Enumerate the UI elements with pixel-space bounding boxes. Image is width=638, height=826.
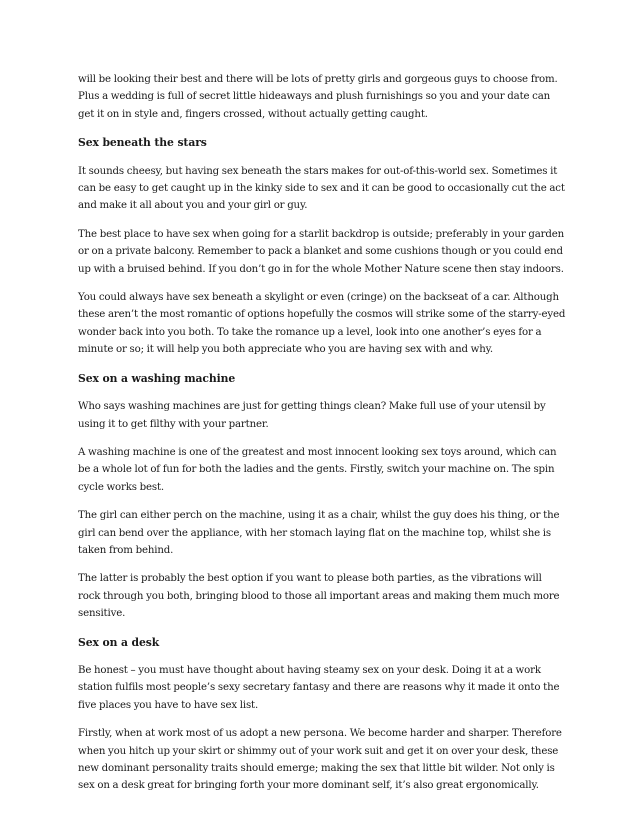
paragraph-desk-intro: Be honest – you must have thought about having steamy sex on your desk. Doing it at a work station fulfils most people’s sexy secretary fantasy and there are reasons why it made it onto the five places you have to have sex list.	[78, 664, 560, 711]
paragraph-desk-persona: Firstly, when at work most of us adopt a new persona. We become harder and sharper. Therefore when you hitch up your skirt or shimmy out of your work suit and get it on over your desk, these new dominant personality traits should emerge; making the sex that little bit wilder. Not only is sex on a desk great for bringing forth your more dominant self, it’s also great ergonomically.	[78, 728, 562, 792]
paragraph-washing-intro: Who says washing machines are just for getting things clean? Make full use of your utensil by using it to get filthy with your partner.	[78, 401, 546, 430]
paragraph-wedding-continued: will be looking their best and there will be lots of pretty girls and gorgeous guys to choose from. Plus a wedding is full of secret little hideaways and plush furnishings so you and your date can get it on in style and, fingers crossed, without actually getting caught.	[78, 74, 558, 120]
paragraph-washing-toy: A washing machine is one of the greatest and most innocent looking sex toys around, which can be a whole lot of fun for both the ladies and the gents. Firstly, switch your machine on. The spin cycle works best.	[78, 446, 557, 493]
heading-sex-beneath-the-stars: Sex beneath the stars	[78, 136, 207, 150]
heading-sex-on-a-washing-machine: Sex on a washing machine	[78, 371, 236, 385]
heading-sex-on-a-desk: Sex on a desk	[78, 635, 160, 649]
paragraph-washing-vibrations: The latter is probably the best option if you want to please both parties, as the vibrations will rock through you both, bringing blood to those all important areas and making them much more sensitive.	[78, 573, 560, 620]
paragraph-stars-location: The best place to have sex when going for a starlit backdrop is outside; preferably in your garden or on a private balcony. Remember to pack a blanket and some cushions though or you could end up with a bruised behind. If you don’t go in for the whole Mother Nature scene then stay indoors.	[78, 228, 565, 275]
paragraph-washing-positions: The girl can either perch on the machine, using it as a chair, whilst the guy does his thing, or the girl can bend over the appliance, with her stomach laying flat on the machine top, whilst she is taken from behind.	[78, 510, 560, 556]
paragraph-stars-skylight: You could always have sex beneath a skylight or even (cringe) on the backseat of a car. Although these aren’t the most romantic of options hopefully the cosmos will strike some of the starry-eyed wonder back into you both. To take the romance up a level, look into one another’s eyes for a minute or so; it will help you both appreciate who you are having sex with and why.	[78, 292, 566, 356]
paragraph-stars-intro: It sounds cheesy, but having sex beneath the stars makes for out-of-this-world sex. Sometimes it can be easy to get caught up in the kinky side to sex and it can be good to occasionally cut the act and make it all about you and your girl or guy.	[78, 165, 565, 212]
